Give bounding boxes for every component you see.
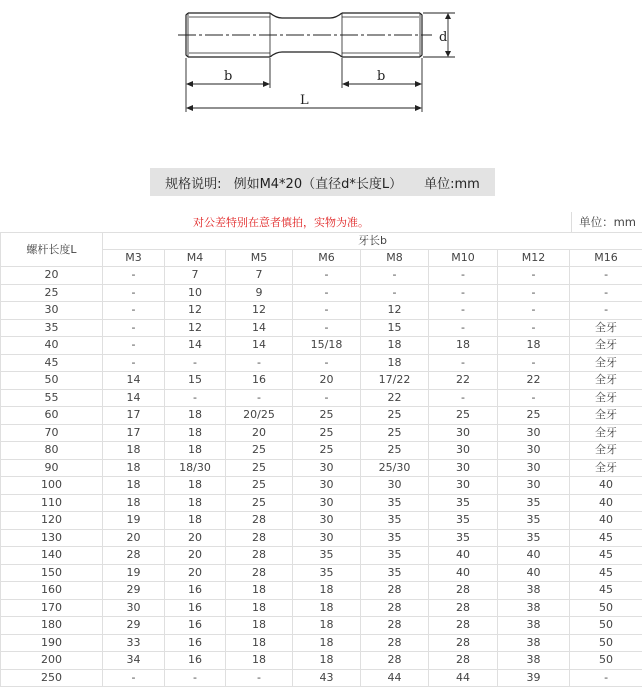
length-cell: 70 [1, 424, 103, 442]
thread-length-cell: - [103, 337, 165, 355]
thread-length-cell: - [429, 319, 498, 337]
length-cell: 90 [1, 459, 103, 477]
thread-length-cell: 12 [361, 302, 429, 320]
thread-length-cell: 28 [226, 547, 293, 565]
thread-length-cell: - [293, 389, 361, 407]
thread-length-cell: 44 [361, 669, 429, 687]
thread-length-cell: - [103, 302, 165, 320]
length-column-header: 螺杆长度L [1, 233, 103, 267]
thread-length-cell: 25 [226, 459, 293, 477]
thread-length-cell: 全牙 [570, 319, 642, 337]
thread-length-cell: 40 [429, 547, 498, 565]
thread-length-cell: 50 [570, 617, 642, 635]
thread-length-cell: 18 [226, 617, 293, 635]
thread-length-cell: 14 [103, 389, 165, 407]
thread-length-cell: 12 [226, 302, 293, 320]
thread-length-cell: - [226, 354, 293, 372]
table-row [1, 652, 642, 670]
total-length-label: L [300, 93, 309, 108]
thread-length-cell: 45 [570, 547, 642, 565]
thread-length-cell: - [165, 389, 226, 407]
thread-length-cell: 30 [498, 477, 570, 495]
thread-length-cell: 50 [570, 652, 642, 670]
thread-length-cell: 35 [429, 529, 498, 547]
table-row [1, 372, 642, 390]
thread-length-cell: 29 [103, 617, 165, 635]
thread-length-cell: 50 [570, 599, 642, 617]
thread-length-cell: 18 [165, 477, 226, 495]
table-row [1, 529, 642, 547]
thread-length-cell: 45 [570, 529, 642, 547]
thread-length-cell: - [226, 669, 293, 687]
thread-length-cell: 7 [226, 267, 293, 285]
thread-length-cell: 40 [429, 564, 498, 582]
thread-length-cell: 22 [498, 372, 570, 390]
thread-length-cell: 18 [165, 424, 226, 442]
thread-length-cell: 9 [226, 284, 293, 302]
thread-length-cell: 12 [165, 302, 226, 320]
size-header-m6: M6 [293, 250, 361, 267]
thread-length-group-header: 牙长b [103, 233, 642, 250]
thread-length-cell: 25 [226, 442, 293, 460]
spec-unit: 单位:mm [424, 176, 480, 192]
spec-example: 例如M4*20（直径d*长度L） [233, 176, 403, 192]
thread-length-cell: 15 [165, 372, 226, 390]
thread-length-cell: 38 [498, 652, 570, 670]
length-cell: 100 [1, 477, 103, 495]
size-header-m5: M5 [226, 250, 293, 267]
thread-length-cell: 17 [103, 407, 165, 425]
table-row [1, 547, 642, 565]
thread-length-cell: 18 [103, 477, 165, 495]
thread-length-cell: 18 [226, 652, 293, 670]
thread-length-cell: 16 [165, 652, 226, 670]
thread-length-cell: 35 [498, 529, 570, 547]
thread-length-cell: 38 [498, 617, 570, 635]
thread-length-cell: 25 [429, 407, 498, 425]
thread-length-cell: 全牙 [570, 424, 642, 442]
size-header-m3: M3 [103, 250, 165, 267]
thread-length-cell: 22 [429, 372, 498, 390]
thread-length-cell: 16 [165, 582, 226, 600]
thread-length-cell: 35 [361, 529, 429, 547]
thread-length-cell: 28 [429, 617, 498, 635]
table-row [1, 302, 642, 320]
thread-length-cell: - [293, 319, 361, 337]
thread-length-cell: 全牙 [570, 354, 642, 372]
thread-length-cell: 45 [570, 564, 642, 582]
thread-length-cell: - [293, 267, 361, 285]
thread-length-cell: 14 [165, 337, 226, 355]
thread-length-cell: 18 [498, 337, 570, 355]
table-row [1, 599, 642, 617]
thread-length-cell: 28 [429, 634, 498, 652]
thread-length-cell: 19 [103, 512, 165, 530]
thread-length-cell: 28 [361, 582, 429, 600]
thread-length-cell: 25 [226, 477, 293, 495]
thread-length-cell: 29 [103, 582, 165, 600]
thread-length-cell: 35 [429, 512, 498, 530]
thread-length-cell: - [429, 267, 498, 285]
table-row [1, 459, 642, 477]
thread-length-cell: 30 [293, 529, 361, 547]
thread-length-cell: - [226, 389, 293, 407]
thread-length-cell: - [429, 284, 498, 302]
thread-length-cell: 38 [498, 634, 570, 652]
thread-length-cell: 34 [103, 652, 165, 670]
table-row [1, 477, 642, 495]
length-cell: 35 [1, 319, 103, 337]
thread-length-cell: 20 [293, 372, 361, 390]
thread-length-cell: - [498, 302, 570, 320]
size-header-m8: M8 [361, 250, 429, 267]
thread-length-cell: 全牙 [570, 337, 642, 355]
length-cell: 45 [1, 354, 103, 372]
thread-length-cell: - [429, 354, 498, 372]
thread-length-cell: 28 [429, 599, 498, 617]
thread-length-cell: - [570, 669, 642, 687]
thread-length-cell: 25 [361, 442, 429, 460]
diameter-label: d [439, 30, 448, 45]
thread-length-cell: 18 [361, 354, 429, 372]
unit-label: 单位：mm [579, 215, 636, 229]
length-cell: 20 [1, 267, 103, 285]
thread-length-cell: 18 [103, 442, 165, 460]
thread-length-cell: 18 [293, 652, 361, 670]
thread-length-cell: - [498, 389, 570, 407]
table-row [1, 319, 642, 337]
thread-length-cell: 25 [293, 442, 361, 460]
thread-length-cell: 16 [226, 372, 293, 390]
thread-length-cell: 18 [103, 494, 165, 512]
thread-length-cell: 38 [498, 599, 570, 617]
thread-length-cell: 19 [103, 564, 165, 582]
table-row [1, 337, 642, 355]
length-cell: 190 [1, 634, 103, 652]
thread-length-cell: 35 [429, 494, 498, 512]
thread-length-cell: - [570, 284, 642, 302]
thread-length-cell: 14 [103, 372, 165, 390]
thread-length-cell: 30 [293, 477, 361, 495]
thread-length-cell: 30 [498, 442, 570, 460]
thread-length-cell: 16 [165, 634, 226, 652]
note-row [0, 212, 642, 232]
thread-length-cell: 30 [103, 599, 165, 617]
thread-length-cell: 28 [361, 599, 429, 617]
thread-length-cell: - [293, 284, 361, 302]
stud-diagram [0, 0, 642, 160]
thread-length-cell: 25 [226, 494, 293, 512]
table-row [1, 582, 642, 600]
table-row [1, 267, 642, 285]
thread-length-cell: 18 [429, 337, 498, 355]
thread-length-cell: 18 [361, 337, 429, 355]
thread-length-cell: - [293, 302, 361, 320]
thread-length-cell: - [498, 354, 570, 372]
table-body [1, 267, 642, 687]
thread-length-cell: 全牙 [570, 459, 642, 477]
thread-length-cell: 18 [226, 582, 293, 600]
length-cell: 25 [1, 284, 103, 302]
thread-length-cell: 40 [570, 494, 642, 512]
thread-length-cell: 35 [361, 564, 429, 582]
length-cell: 50 [1, 372, 103, 390]
thread-length-cell: 40 [498, 547, 570, 565]
thread-length-cell: - [103, 354, 165, 372]
thread-length-label-left: b [224, 69, 233, 84]
thread-length-cell: 全牙 [570, 407, 642, 425]
thread-length-cell: 39 [498, 669, 570, 687]
thread-length-cell: 30 [293, 512, 361, 530]
length-cell: 250 [1, 669, 103, 687]
thread-length-cell: 20 [165, 529, 226, 547]
thread-length-cell: - [498, 319, 570, 337]
thread-length-cell: 30 [429, 477, 498, 495]
thread-length-cell: 15 [361, 319, 429, 337]
thread-length-cell: 18/30 [165, 459, 226, 477]
thread-length-cell: 35 [498, 512, 570, 530]
tolerance-note: 对公差特别在意者慎拍，实物为准。 [193, 216, 369, 229]
table-row [1, 634, 642, 652]
thread-length-cell: - [429, 389, 498, 407]
thread-length-cell: 全牙 [570, 389, 642, 407]
thread-length-cell: 25/30 [361, 459, 429, 477]
length-cell: 130 [1, 529, 103, 547]
thread-length-cell: 22 [361, 389, 429, 407]
thread-length-cell: 20 [165, 564, 226, 582]
spec-label: 规格说明: [165, 176, 222, 192]
thread-length-cell: 30 [429, 459, 498, 477]
thread-length-cell: - [103, 319, 165, 337]
length-cell: 60 [1, 407, 103, 425]
table-row [1, 424, 642, 442]
thread-length-cell: 28 [226, 564, 293, 582]
length-cell: 170 [1, 599, 103, 617]
thread-length-cell: 40 [570, 512, 642, 530]
thread-length-cell: 25 [361, 407, 429, 425]
table-row [1, 617, 642, 635]
thread-length-cell: 16 [165, 599, 226, 617]
thread-length-cell: 18 [165, 407, 226, 425]
length-cell: 30 [1, 302, 103, 320]
thread-length-cell: 35 [293, 547, 361, 565]
length-cell: 200 [1, 652, 103, 670]
thread-length-cell: 10 [165, 284, 226, 302]
thread-length-cell: 30 [429, 424, 498, 442]
table-row [1, 669, 642, 687]
thread-length-cell: 17 [103, 424, 165, 442]
thread-length-cell: 30 [498, 424, 570, 442]
table-row [1, 407, 642, 425]
thread-length-cell: 28 [361, 617, 429, 635]
thread-length-cell: 18 [165, 512, 226, 530]
spec-description-bar [150, 168, 495, 196]
size-header-m10: M10 [429, 250, 498, 267]
thread-length-cell: 40 [570, 477, 642, 495]
thread-length-cell: 14 [226, 319, 293, 337]
thread-length-cell: 17/22 [361, 372, 429, 390]
thread-length-cell: 38 [498, 582, 570, 600]
thread-length-cell: 35 [361, 547, 429, 565]
length-cell: 55 [1, 389, 103, 407]
thread-length-cell: - [293, 354, 361, 372]
size-header-m12: M12 [498, 250, 570, 267]
thread-length-cell: - [570, 267, 642, 285]
size-header-m4: M4 [165, 250, 226, 267]
thread-length-cell: 30 [293, 494, 361, 512]
thread-length-cell: 14 [226, 337, 293, 355]
length-cell: 140 [1, 547, 103, 565]
table-row [1, 494, 642, 512]
thread-length-cell: 18 [103, 459, 165, 477]
table-row [1, 512, 642, 530]
thread-length-cell: 25 [293, 424, 361, 442]
thread-length-cell: 全牙 [570, 372, 642, 390]
thread-length-cell: 15/18 [293, 337, 361, 355]
thread-length-cell: - [103, 284, 165, 302]
thread-length-cell: 28 [429, 582, 498, 600]
thread-length-cell: 40 [498, 564, 570, 582]
length-cell: 180 [1, 617, 103, 635]
thread-length-cell: 28 [361, 652, 429, 670]
thread-length-cell: - [498, 267, 570, 285]
stud-spec-table [0, 232, 642, 687]
table-row [1, 389, 642, 407]
thread-length-cell: 18 [293, 582, 361, 600]
thread-length-cell: 20 [226, 424, 293, 442]
length-cell: 110 [1, 494, 103, 512]
length-cell: 160 [1, 582, 103, 600]
thread-length-cell: 18 [226, 634, 293, 652]
thread-length-cell: 18 [165, 442, 226, 460]
table-row [1, 442, 642, 460]
thread-length-cell: - [570, 302, 642, 320]
thread-length-cell: 28 [226, 529, 293, 547]
thread-length-cell: - [429, 302, 498, 320]
table-row [1, 354, 642, 372]
thread-length-cell: 35 [361, 494, 429, 512]
thread-length-cell: 18 [293, 634, 361, 652]
size-header-m16: M16 [570, 250, 642, 267]
thread-length-cell: 25 [498, 407, 570, 425]
thread-length-cell: 16 [165, 617, 226, 635]
thread-length-cell: - [165, 669, 226, 687]
thread-length-cell: 18 [293, 599, 361, 617]
thread-length-cell: 30 [361, 477, 429, 495]
thread-length-cell: 12 [165, 319, 226, 337]
thread-length-cell: 28 [429, 652, 498, 670]
length-cell: 120 [1, 512, 103, 530]
table-row [1, 284, 642, 302]
table-row [1, 564, 642, 582]
thread-length-cell: 35 [498, 494, 570, 512]
thread-length-cell: 7 [165, 267, 226, 285]
thread-length-cell: 20 [165, 547, 226, 565]
thread-length-cell: 全牙 [570, 442, 642, 460]
thread-length-cell: 20/25 [226, 407, 293, 425]
thread-length-cell: 33 [103, 634, 165, 652]
thread-length-cell: 43 [293, 669, 361, 687]
thread-length-cell: 28 [361, 634, 429, 652]
length-cell: 80 [1, 442, 103, 460]
length-cell: 40 [1, 337, 103, 355]
thread-length-cell: 30 [429, 442, 498, 460]
thread-length-cell: - [103, 267, 165, 285]
thread-length-cell: 50 [570, 634, 642, 652]
thread-length-cell: - [498, 284, 570, 302]
thread-length-cell: 18 [226, 599, 293, 617]
thread-length-cell: 30 [293, 459, 361, 477]
thread-length-cell: 18 [165, 494, 226, 512]
thread-length-cell: - [165, 354, 226, 372]
thread-length-cell: 30 [498, 459, 570, 477]
thread-length-cell: - [103, 669, 165, 687]
thread-length-cell: 25 [361, 424, 429, 442]
thread-length-cell: 20 [103, 529, 165, 547]
thread-length-cell: 28 [226, 512, 293, 530]
thread-length-cell: - [361, 284, 429, 302]
thread-length-cell: 28 [103, 547, 165, 565]
thread-length-cell: 45 [570, 582, 642, 600]
thread-length-cell: 35 [361, 512, 429, 530]
thread-length-label-right: b [377, 69, 386, 84]
thread-length-cell: 44 [429, 669, 498, 687]
thread-length-cell: 35 [293, 564, 361, 582]
thread-length-cell: - [361, 267, 429, 285]
thread-length-cell: 18 [293, 617, 361, 635]
thread-length-cell: 25 [293, 407, 361, 425]
length-cell: 150 [1, 564, 103, 582]
